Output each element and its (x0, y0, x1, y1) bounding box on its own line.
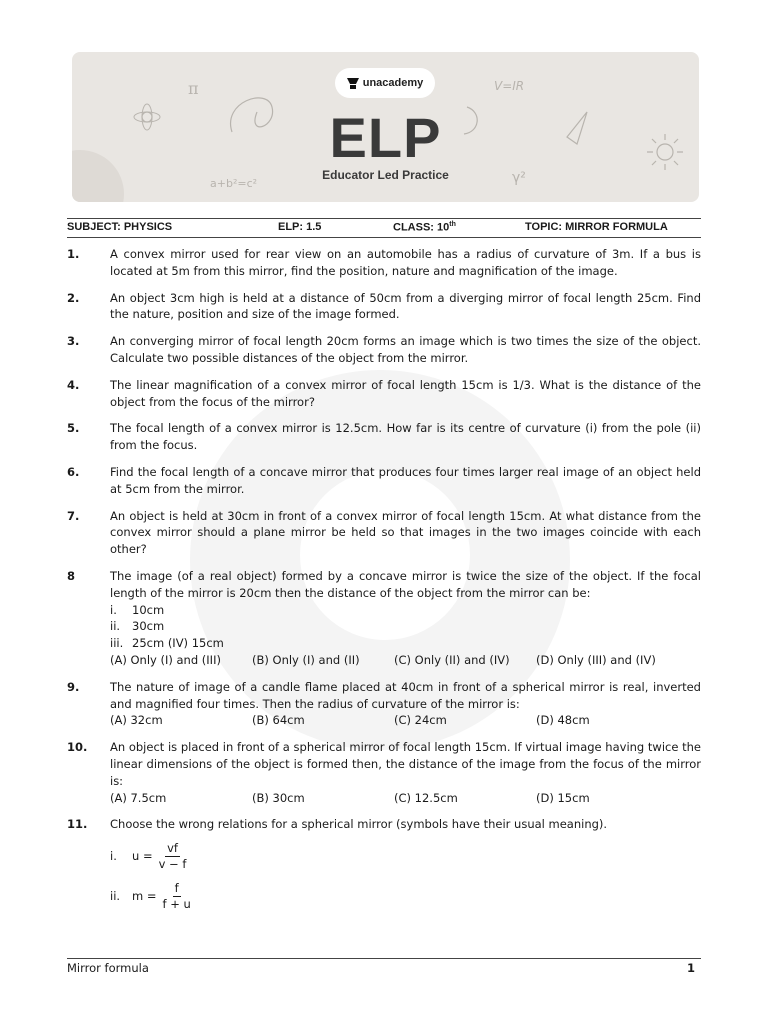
footer-label: Mirror formula (67, 961, 149, 975)
unacademy-icon (347, 78, 359, 89)
option-d: (D) 15cm (536, 790, 590, 805)
question-item: 6. Find the focal length of a concave mirror that produces four times larger real image of an object held at 5cm from the mirror. (67, 464, 701, 496)
sub-item: i. 10cm (110, 602, 165, 617)
question-item: 4. The linear magnification of a convex mirror of focal length 15cm is 1/3. What is the distance of the object from the focus of the mirror? (67, 377, 701, 409)
option-a: (A) Only (I) and (III) (110, 652, 221, 667)
option-c: (C) Only (II) and (IV) (394, 652, 510, 667)
gamma-decor: γ² (512, 170, 526, 186)
option-a: (A) 32cm (110, 713, 163, 728)
brand-logo (335, 68, 435, 98)
option-d: (D) 48cm (536, 713, 590, 728)
banner-title: ELP (329, 106, 442, 169)
option-b: (B) Only (I) and (II) (252, 652, 360, 667)
info-row (67, 218, 701, 238)
formula-decor: a+b²=c² (210, 177, 258, 190)
header-banner (72, 52, 699, 202)
answer-options (110, 790, 701, 807)
question-item: 1. A convex mirror used for rear view on an automobile has a radius of curvature of 3m. If a bus is located at 5m from this mirror, find the position, nature and magnification of the image. (67, 247, 701, 278)
question-item: 3. An converging mirror of focal length 20cm forms an image which is two times the size of the object. Calculate two possible distances of the object from the mirror. (67, 334, 701, 365)
question-item: 7. An object is held at 30cm in front of a convex mirror of focal length 15cm. At what distance from the convex mirror should a plane mirror be held so that images in the two images coincide with each other? (67, 508, 701, 557)
banner-subtitle: Educator Led Practice (322, 168, 449, 182)
subject-label: SUBJECT: PHYSICS (67, 221, 173, 233)
question-item: 2. An object 3cm high is held at a distance of 50cm from a diverging mirror of focal length 25cm. Find the nature, position and size of the image formed. (67, 290, 701, 322)
relation-item: i. u = $\frac{vf}{v - f}$ (110, 840, 187, 871)
question-item: 5. The focal length of a convex mirror is 12.5cm. How far is its centre of curvature (i) from the pole (ii) from the focus. (67, 421, 701, 453)
sub-item: iii. 25cm (IV) 15cm (110, 636, 224, 651)
formula-decor-right: V=IR (494, 79, 525, 93)
question-item-11: 11. Choose the wrong relations for a spherical mirror (symbols have their usual meaning). i. u = $\frac{vf}{v - f}$ ii. m = $\frac{f}{f + u}$ (67, 816, 701, 913)
page-number: 1 (686, 961, 695, 975)
option-d: (D) Only (III) and (IV) (536, 652, 656, 667)
option-b: (B) 30cm (252, 790, 305, 805)
option-a: (A) 7.5cm (110, 790, 167, 805)
pi-decor: π (188, 79, 199, 98)
answer-options (110, 712, 701, 729)
topic-label: TOPIC: MIRROR FORMULA (525, 221, 668, 233)
brand-name: unacademy (362, 77, 424, 89)
question-item-9: 9. The nature of image of a candle flame placed at 40cm in front of a spherical mirror is real, inverted and magnified four times. Then the radius of curvature of the mirror is: (A) 32cm (B) 64cm (C) 24cm (D) 48cm (67, 679, 701, 728)
fraction: $\frac{vf}{v - f}$ (158, 840, 187, 871)
question-item-8: 8 The image (of a real object) formed by a concave mirror is twice the size of the object. If the focal length of the mirror is 20cm then the distance of the object from the mirror can be: i. 10cm ii. 30cm iii. 25cm (IV) 15cm (A) Only (I) and (III) (B) Only (I) and (II) (C) Only (II) and (IV) (D) Only (III) and (IV) (67, 568, 701, 667)
option-c: (C) 24cm (394, 713, 447, 728)
option-c: (C) 12.5cm (394, 790, 458, 805)
relation-item: ii. m = $\frac{f}{f + u}$ (110, 880, 191, 911)
class-label: CLASS: 10th (393, 221, 456, 234)
question-list (67, 246, 701, 923)
question-item-10: 10. An object is placed in front of a spherical mirror of focal length 15cm. If virtual image having twice the linear dimensions of the object is formed then, the distance of the image from the focus of the mirror is: (A) 7.5cm (B) 30cm (C) 12.5cm (D) 15cm (67, 740, 701, 805)
option-b: (B) 64cm (252, 713, 305, 728)
elp-label: ELP: 1.5 (278, 221, 322, 233)
page-footer (67, 958, 701, 975)
answer-options (110, 652, 701, 669)
fraction: $\frac{f}{f + u}$ (162, 880, 191, 911)
sub-item: ii. 30cm (110, 619, 165, 634)
